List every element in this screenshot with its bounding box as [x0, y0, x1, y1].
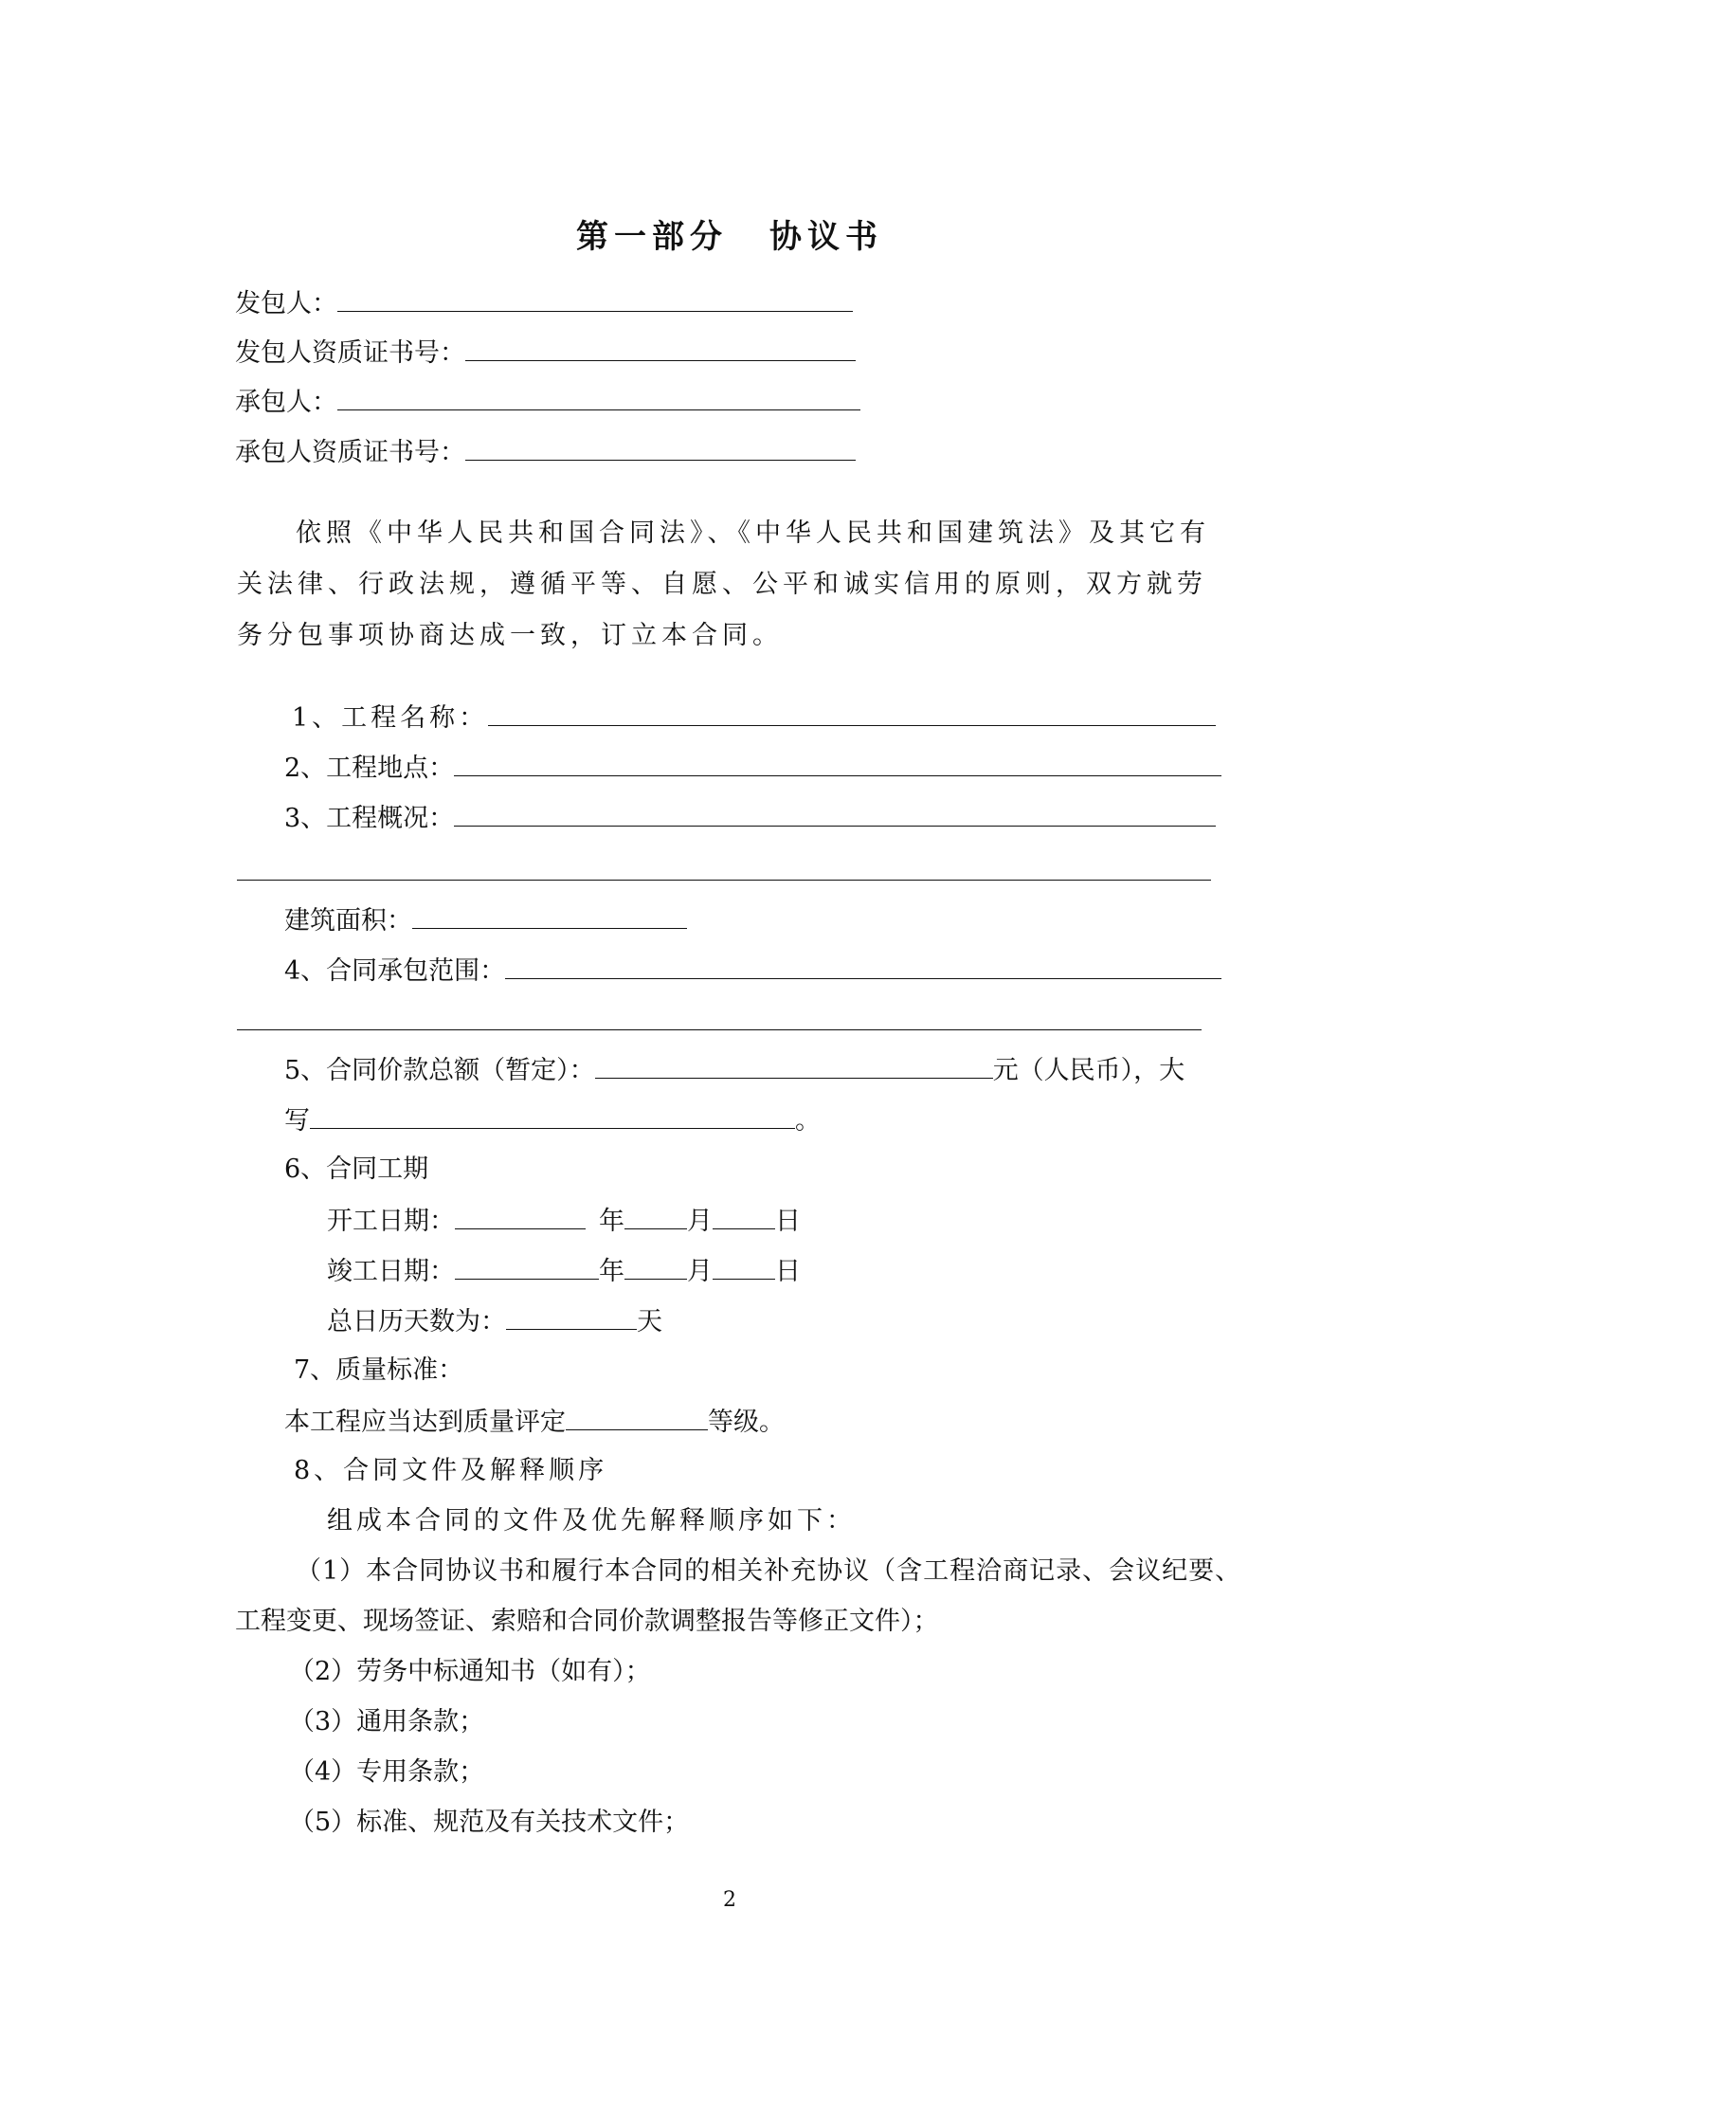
doc1-text-b: 工程变更、现场签证、索赔和合同价款调整报告等修正文件）； [235, 1607, 939, 1636]
price-upper-label: 写 [284, 1106, 310, 1136]
project-name-blank [488, 700, 1216, 726]
project-overview-blank [454, 800, 1216, 827]
finish-year-label: 年 [599, 1257, 624, 1286]
doc5-line [289, 1806, 689, 1840]
finish-date-label: 竣工日期： [327, 1257, 455, 1286]
period-label: 6、合同工期 [284, 1154, 429, 1184]
doc2-text: （2）劳务中标通知书（如有）； [289, 1657, 651, 1686]
scope-blank-2 [237, 1029, 1202, 1030]
start-day-blank [713, 1203, 775, 1229]
page-title [0, 210, 1459, 257]
finish-date-year-blank [455, 1253, 599, 1280]
contractor-line [235, 384, 860, 420]
total-days-line [327, 1303, 662, 1339]
price-line [284, 1052, 1184, 1088]
docs-intro: 组成本合同的文件及优先解释顺序如下： [327, 1506, 856, 1536]
project-location-line [284, 750, 1221, 786]
employer-cert-blank [465, 335, 856, 361]
quality-text-b: 等级。 [708, 1408, 785, 1437]
start-date-year-blank [455, 1203, 586, 1229]
project-location-label: 2、工程地点： [284, 754, 455, 783]
employer-cert-line [235, 335, 856, 371]
doc4-text: （4）专用条款； [289, 1757, 485, 1787]
project-name-label: 1、工程名称： [292, 703, 489, 733]
building-area-blank [412, 902, 687, 929]
docs-intro-line [327, 1504, 856, 1538]
employer-blank [337, 285, 853, 312]
employer-cert-label: 发包人资质证书号： [235, 338, 465, 368]
contractor-label: 承包人： [235, 388, 337, 417]
scope-line [284, 953, 1221, 989]
doc1-line-a [296, 1554, 1241, 1589]
project-overview-line [284, 800, 1216, 836]
scope-label: 4、合同承包范围： [284, 956, 506, 986]
doc1-text-a: （1）本合同协议书和履行本合同的相关补充协议（含工程洽商记录、会议纪要、 [296, 1556, 1242, 1586]
doc3-text: （3）通用条款； [289, 1707, 485, 1736]
contractor-cert-line [235, 434, 856, 470]
page-number: 2 [723, 1888, 736, 1912]
quality-line [294, 1354, 463, 1388]
start-month-blank [624, 1203, 687, 1229]
project-overview-blank-2 [237, 880, 1211, 881]
start-month-label: 月 [687, 1207, 713, 1236]
building-area-line [284, 902, 687, 938]
finish-day-label: 日 [775, 1257, 801, 1286]
preamble-paragraph: 依照《中华人民共和国合同法》、《中华人民共和国建筑法》及其它有关法律、行政法规，遵循平等、自愿、公平和诚实信用的原则，双方就劳务分包事项协商达成一致，订立本合同。 [237, 518, 1210, 650]
project-overview-label: 3、工程概况： [284, 804, 455, 833]
employer-label: 发包人： [235, 289, 337, 318]
project-location-blank [454, 750, 1221, 776]
price-blank [595, 1052, 993, 1079]
total-days-label: 总日历天数为： [327, 1307, 506, 1336]
start-date-label: 开工日期： [327, 1207, 455, 1236]
price-label: 5、合同价款总额（暂定）： [284, 1056, 595, 1085]
doc2-line [289, 1655, 651, 1689]
price-unit: 元（人民币），大 [992, 1056, 1185, 1085]
contractor-cert-label: 承包人资质证书号： [235, 438, 465, 467]
doc1-line-b [235, 1605, 939, 1639]
title-part: 第一部分 [576, 218, 728, 256]
building-area-label: 建筑面积： [284, 906, 412, 936]
finish-month-blank [624, 1253, 687, 1280]
finish-day-blank [713, 1253, 775, 1280]
days-unit: 天 [637, 1307, 662, 1336]
doc3-line [289, 1705, 484, 1739]
title-agreement: 协议书 [769, 218, 883, 256]
total-days-blank [506, 1303, 637, 1330]
quality-text-a: 本工程应当达到质量评定 [284, 1408, 566, 1437]
start-date-line [327, 1203, 801, 1239]
project-name-line [292, 700, 1216, 736]
employer-line [235, 285, 853, 321]
quality-grade-blank [566, 1404, 708, 1430]
docs-label: 8、合同文件及解释顺序 [294, 1456, 608, 1485]
price-upper-line [284, 1102, 821, 1138]
scope-blank [505, 953, 1221, 979]
docs-line [294, 1454, 607, 1488]
start-day-label: 日 [775, 1207, 801, 1236]
doc4-line [289, 1755, 484, 1790]
price-upper-blank [310, 1102, 795, 1129]
quality-text-line [284, 1404, 785, 1440]
contractor-blank [337, 384, 860, 410]
doc5-text: （5）标准、规范及有关技术文件； [289, 1808, 690, 1837]
quality-label: 7、质量标准： [294, 1355, 464, 1385]
finish-date-line [327, 1253, 801, 1289]
contractor-cert-blank [465, 434, 856, 461]
period-line [284, 1153, 428, 1187]
start-year-label: 年 [599, 1207, 624, 1236]
finish-month-label: 月 [687, 1257, 713, 1286]
price-end: 。 [795, 1106, 821, 1136]
